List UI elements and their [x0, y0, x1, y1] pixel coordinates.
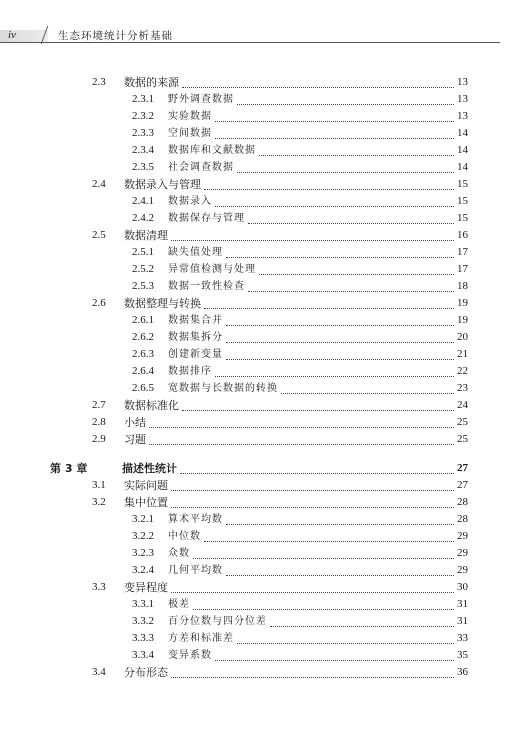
- toc-leader-dots: [237, 642, 454, 644]
- toc-entry-page: 29: [457, 547, 468, 559]
- toc-entry-number: 2.6.1: [132, 314, 154, 326]
- toc-entry-number: 2.5.2: [132, 263, 154, 275]
- toc-entry-title: 数据整理与转换: [124, 297, 201, 310]
- toc-leader-dots: [171, 676, 454, 678]
- toc-entry-title: 数据录入与管理: [124, 178, 201, 191]
- toc-entry-page: 25: [457, 433, 468, 445]
- toc-entry-page: 14: [457, 161, 468, 173]
- toc-entry-page: 33: [457, 632, 468, 644]
- toc-entry-title: 宽数据与长数据的转换: [168, 383, 278, 394]
- toc-section-row: [0, 295, 520, 312]
- toc-entry-page: 30: [457, 581, 468, 593]
- header-rule: [0, 42, 500, 43]
- toc-entry-page: 36: [457, 666, 468, 678]
- toc-entry-number: 3.1: [92, 479, 106, 491]
- toc-entry-title: 集中位置: [124, 496, 168, 509]
- toc-entry-title: 百分位数与四分位差: [168, 616, 267, 627]
- toc-entry-number: 2.3.2: [132, 110, 154, 122]
- toc-section-row: [0, 74, 520, 91]
- toc-entry-page: 15: [457, 178, 468, 190]
- toc-subsection-row: [0, 142, 520, 159]
- toc-leader-dots: [215, 205, 454, 207]
- toc-entry-title: 数据集拆分: [168, 332, 223, 343]
- toc-entry-page: 28: [457, 513, 468, 525]
- toc-entry-title: 习题: [124, 433, 146, 446]
- toc-entry-page: 31: [457, 615, 468, 627]
- toc-entry-number: 2.6.3: [132, 348, 154, 360]
- toc-leader-dots: [193, 608, 454, 610]
- toc-subsection-row: [0, 528, 520, 545]
- toc-entry-title: 异常值检测与处理: [168, 264, 256, 275]
- toc-entry-number: 3.4: [92, 666, 106, 678]
- toc-leader-dots: [237, 103, 454, 105]
- toc-subsection-row: [0, 346, 520, 363]
- toc-subsection-row: [0, 545, 520, 562]
- toc-subsection-row: [0, 562, 520, 579]
- toc-entry-title: 变异程度: [124, 581, 168, 594]
- toc-entry-title: 小结: [124, 416, 146, 429]
- toc-entry-number: 2.4.1: [132, 195, 154, 207]
- toc-entry-number: 3.3: [92, 581, 106, 593]
- toc-entry-title: 中位数: [168, 531, 201, 542]
- toc-entry-number: 3.2: [92, 496, 106, 508]
- toc-entry-title: 数据库和文献数据: [168, 145, 256, 156]
- toc-section-row: [0, 431, 520, 448]
- toc-entry-number: 2.6.4: [132, 365, 154, 377]
- toc-entry-page: 35: [457, 649, 468, 661]
- toc-entry-number: 2.4.2: [132, 212, 154, 224]
- toc-leader-dots: [204, 540, 454, 542]
- toc-entry-number: 2.6.5: [132, 382, 154, 394]
- toc-entry-title: 算术平均数: [168, 514, 223, 525]
- toc-entry-page: 22: [457, 365, 468, 377]
- toc-entry-number: 3.2.4: [132, 564, 154, 576]
- toc-leader-dots: [171, 591, 454, 593]
- toc-entry-number: 2.3.5: [132, 161, 154, 173]
- toc-section-row: [0, 227, 520, 244]
- toc-subsection-row: [0, 244, 520, 261]
- toc-subsection-row: [0, 159, 520, 176]
- toc-entry-title: 空间数据: [168, 128, 212, 139]
- toc-entry-page: 27: [457, 479, 468, 491]
- toc-leader-dots: [281, 392, 454, 394]
- toc-entry-number: 3.2.1: [132, 513, 154, 525]
- toc-subsection-row: [0, 613, 520, 630]
- toc-entry-page: 13: [457, 93, 468, 105]
- toc-subsection-row: [0, 511, 520, 528]
- toc-leader-dots: [204, 307, 454, 309]
- toc-entry-number: 3.2.2: [132, 530, 154, 542]
- toc-entry-title: 数据的来源: [124, 76, 179, 89]
- toc-entry-number: 2.3: [92, 76, 106, 88]
- toc-entry-page: 21: [457, 348, 468, 360]
- toc-entry-title: 实验数据: [168, 111, 212, 122]
- toc-entry-number: 2.4: [92, 178, 106, 190]
- toc-entry-page: 23: [457, 382, 468, 394]
- toc-subsection-row: [0, 630, 520, 647]
- toc-entry-title: 几何平均数: [168, 565, 223, 576]
- toc-subsection-row: [0, 108, 520, 125]
- toc-subsection-row: [0, 210, 520, 227]
- toc-entry-title: 分布形态: [124, 666, 168, 679]
- toc-subsection-row: [0, 312, 520, 329]
- toc-entry-page: 27: [457, 462, 468, 474]
- toc-subsection-row: [0, 278, 520, 295]
- toc-entry-title: 数据保存与管理: [168, 213, 245, 224]
- toc-entry-title: 数据清理: [124, 229, 168, 242]
- toc-entry-page: 29: [457, 530, 468, 542]
- toc-leader-dots: [193, 557, 454, 559]
- toc-entry-page: 20: [457, 331, 468, 343]
- toc-entry-page: 25: [457, 416, 468, 428]
- toc-subsection-row: [0, 261, 520, 278]
- toc-entry-number: 3.3.3: [132, 632, 154, 644]
- toc-section-row: [0, 176, 520, 193]
- toc-leader-dots: [259, 154, 454, 156]
- toc-entry-page: 13: [457, 76, 468, 88]
- toc-entry-number: 2.5.3: [132, 280, 154, 292]
- toc-section-row: [0, 494, 520, 511]
- toc-entry-number: 2.6: [92, 297, 106, 309]
- toc-leader-dots: [180, 472, 454, 474]
- toc-subsection-row: [0, 329, 520, 346]
- toc-section-row: [0, 579, 520, 596]
- running-title: 生态环境统计分析基础: [58, 30, 173, 42]
- toc-leader-dots: [226, 324, 454, 326]
- toc-leader-dots: [226, 358, 454, 360]
- toc-leader-dots: [171, 239, 454, 241]
- toc-entry-number: 3.2.3: [132, 547, 154, 559]
- toc-leader-dots: [237, 171, 454, 173]
- toc-leader-dots: [226, 523, 454, 525]
- toc-leader-dots: [248, 222, 454, 224]
- toc-leader-dots: [226, 341, 454, 343]
- toc-entry-title: 众数: [168, 548, 190, 559]
- toc-entry-page: 15: [457, 195, 468, 207]
- page-header: [0, 0, 520, 52]
- toc-leader-dots: [215, 375, 454, 377]
- toc-entry-page: 31: [457, 598, 468, 610]
- toc-entry-page: 13: [457, 110, 468, 122]
- toc-leader-dots: [259, 273, 454, 275]
- toc-leader-dots: [171, 489, 454, 491]
- toc-entry-page: 18: [457, 280, 468, 292]
- toc-entry-page: 14: [457, 144, 468, 156]
- toc-entry-title: 创建新变量: [168, 349, 223, 360]
- toc-section-row: [0, 664, 520, 681]
- toc-subsection-row: [0, 380, 520, 397]
- toc-leader-dots: [149, 426, 454, 428]
- toc-entry-number: 2.9: [92, 433, 106, 445]
- toc-section-row: [0, 397, 520, 414]
- toc-entry-page: 17: [457, 246, 468, 258]
- toc-entry-page: 28: [457, 496, 468, 508]
- toc-leader-dots: [182, 86, 454, 88]
- toc-entry-page: 15: [457, 212, 468, 224]
- toc-entry-title: 变异系数: [168, 650, 212, 661]
- toc-leader-dots: [171, 506, 454, 508]
- toc-entry-page: 24: [457, 399, 468, 411]
- toc-entry-title: 数据标准化: [124, 399, 179, 412]
- toc-leader-dots: [215, 659, 454, 661]
- toc-entry-number: 2.6.2: [132, 331, 154, 343]
- toc-leader-dots: [270, 625, 454, 627]
- toc-entry-number: 3.3.2: [132, 615, 154, 627]
- toc-entry-page: 29: [457, 564, 468, 576]
- toc-entry-number: 2.3.3: [132, 127, 154, 139]
- toc-entry-number: 2.5: [92, 229, 106, 241]
- toc-entry-page: 14: [457, 127, 468, 139]
- toc-entry-page: 16: [457, 229, 468, 241]
- page-number: iv: [8, 29, 16, 41]
- toc-entry-title: 实际问题: [124, 479, 168, 492]
- toc-leader-dots: [182, 409, 454, 411]
- toc-entry-number: 2.3.4: [132, 144, 154, 156]
- toc-entry-number: 第 3 章: [50, 462, 88, 475]
- toc-entry-number: 2.3.1: [132, 93, 154, 105]
- toc-entry-title: 方差和标准差: [168, 633, 234, 644]
- toc-leader-dots: [149, 443, 454, 445]
- toc-subsection-row: [0, 91, 520, 108]
- toc-entry-number: 3.3.1: [132, 598, 154, 610]
- toc-subsection-row: [0, 193, 520, 210]
- toc-entry-page: 19: [457, 297, 468, 309]
- toc-leader-dots: [215, 120, 454, 122]
- toc-entry-title: 野外调查数据: [168, 94, 234, 105]
- toc-entry-title: 缺失值处理: [168, 247, 223, 258]
- toc-leader-dots: [226, 256, 454, 258]
- toc-leader-dots: [215, 137, 454, 139]
- toc-entry-title: 数据集合并: [168, 315, 223, 326]
- toc-section-row: [0, 477, 520, 494]
- toc-entry-number: 2.8: [92, 416, 106, 428]
- toc-entry-title: 数据排序: [168, 366, 212, 377]
- toc-entry-number: 2.7: [92, 399, 106, 411]
- toc-leader-dots: [204, 188, 454, 190]
- toc-subsection-row: [0, 363, 520, 380]
- toc-subsection-row: [0, 596, 520, 613]
- toc-leader-dots: [248, 290, 454, 292]
- toc-entry-page: 19: [457, 314, 468, 326]
- toc-entry-title: 描述性统计: [122, 462, 177, 475]
- toc-entry-title: 数据一致性检查: [168, 281, 245, 292]
- toc-chapter-row: [0, 460, 520, 477]
- toc-entry-title: 数据录入: [168, 196, 212, 207]
- toc-entry-title: 极差: [168, 599, 190, 610]
- toc-entry-number: 3.3.4: [132, 649, 154, 661]
- toc-subsection-row: [0, 647, 520, 664]
- toc-entry-title: 社会调查数据: [168, 162, 234, 173]
- toc-section-row: [0, 414, 520, 431]
- toc-leader-dots: [226, 574, 454, 576]
- toc-subsection-row: [0, 125, 520, 142]
- toc-entry-page: 17: [457, 263, 468, 275]
- toc-entry-number: 2.5.1: [132, 246, 154, 258]
